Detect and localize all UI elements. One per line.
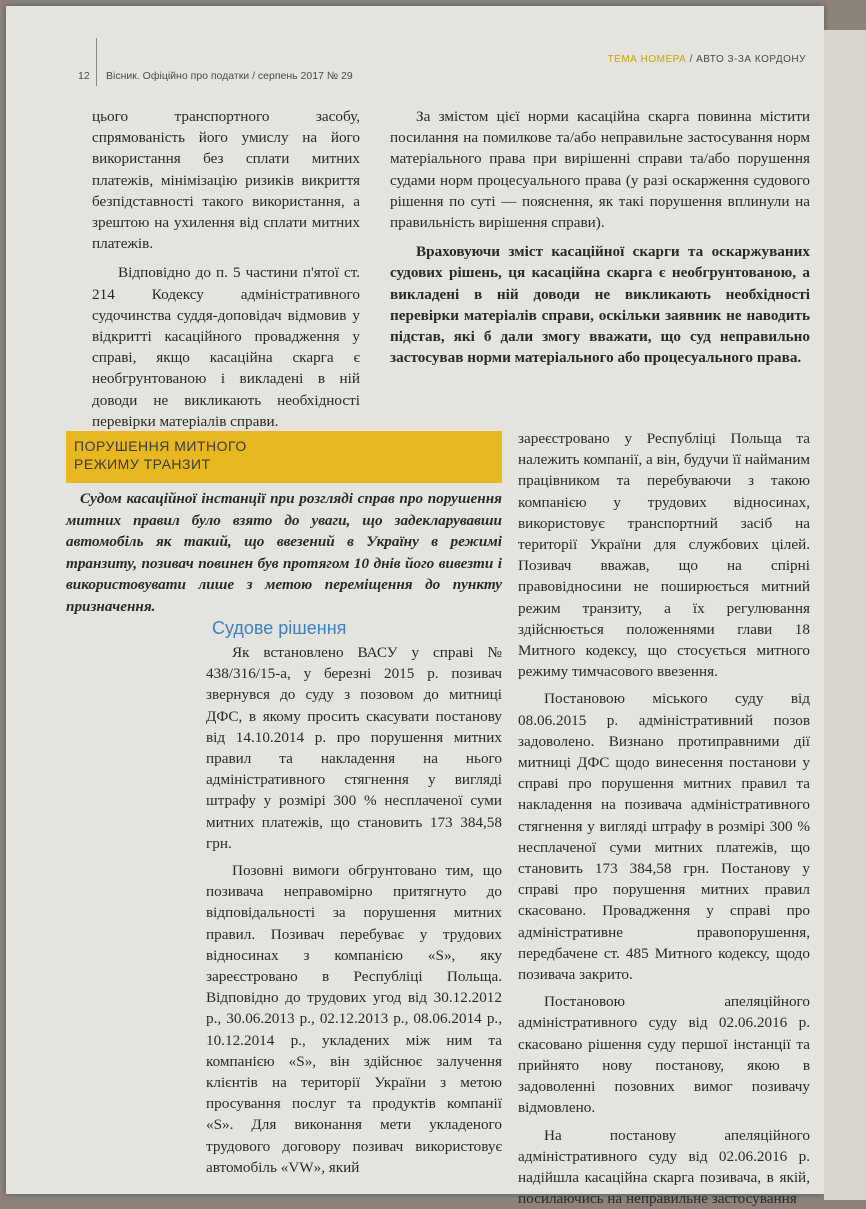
top-left-column: [92, 106, 360, 432]
lead-paragraph: Судом касаційної інстанції при розгляді справ про порушення митних правил було взято до уваги, що задекларувавши автомобіль як такий, що ввезений в Україну в режимі транзиту, позивач повинен був протягом 10 днів його вивезти і використовувати лише з метою переміщення до пункту призначення.: [66, 488, 502, 617]
middle-column: [206, 642, 502, 1178]
paragraph: Постановою апеляційного адміністративного суду від 02.06.2016 р. скасовано рішення суду першої інстанції та прийнято нову постанову, якою в задоволенні позовних вимог позивачу відмовлено.: [518, 991, 810, 1118]
banner-line: РЕЖИМУ ТРАНЗИТ: [74, 455, 502, 473]
magazine-page: [6, 6, 824, 1194]
paragraph: Постановою міського суду від 08.06.2015 р. адміністративний позов задоволено. Визнано протиправними дії митниці ДФС щодо винесення постанови у справі про порушення митних правил та накладення на позивача адміністративного стягнення у вигляді штрафу в розмірі 300 % несплаченої суми митних платежів, що становить 173 384,58 грн. Постанову у справі про порушення митних правил скасовано. Провадження у справі про адміністративне правопорушення, передбачене ст. 485 Митного кодексу, щодо позивача закрито.: [518, 688, 810, 985]
header-divider: [96, 38, 97, 86]
section-title: / АВТО З-ЗА КОРДОНУ: [686, 54, 806, 65]
subheading: Судове рішення: [212, 618, 346, 639]
right-column: [518, 428, 810, 1209]
section-banner: [66, 431, 502, 483]
paragraph: Як встановлено ВАСУ у справі № 438/316/15-а, у березні 2015 р. позивач звернувся до суду з позовом до митниці ДФС, в якому просить скасувати постанову від 14.10.2014 р. про порушення митних правил та накладення на нього адміністративного стягнення у вигляді штрафу у розмірі 300 % несплаченої суми митних платежів, що становить 173 384,58 грн.: [206, 642, 502, 854]
section-label: ТЕМА НОМЕРА: [608, 54, 687, 65]
paragraph: зареєстровано у Республіці Польща та належить компанії, а він, будучи її найманим працівником та перебуваючи з такою компанією у трудових відносинах, використовує транспортний засіб на території України для службових цілей. Позивач вважав, що на спірні правовідносини не поширюється митний режим транзиту, а їх регулювання здійснюється положеннями глави 18 Митного кодексу, що стосується митного режиму тимчасового ввезення.: [518, 428, 810, 682]
banner-line: ПОРУШЕННЯ МИТНОГО: [74, 437, 502, 455]
section-tag: [608, 54, 806, 65]
paragraph: За змістом цієї норми касаційна скарга повинна містити посилання на помилкове та/або неправильне застосування норм матеріального права при вирішенні справи та/або порушення судами норм процесуального права (у разі оскарження судового рішення по суті — пояснення, як такі порушення вплинули на правильність вирішення справи).: [390, 106, 810, 233]
page-header: [66, 68, 816, 86]
paragraph: Відповідно до п. 5 частини п'ятої ст. 214 Кодексу адміністративного судочинства суддя-доповідач відмовив у відкритті касаційного провадження у справі, якщо касаційна скарга є необгрунтованою і викладені в ній доводи не викликають необхідності перевірки матеріалів справи.: [92, 262, 360, 432]
adjacent-page-edge: [824, 30, 866, 1200]
paragraph: На постанову апеляційного адміністративного суду від 02.06.2016 р. надійшла касаційна скарга позивача, в якій, посилаючись на неправильне застосування: [518, 1125, 810, 1209]
journal-title: Вісник. Офіційно про податки / серпень 2017 № 29: [106, 70, 353, 82]
page-number: 12: [78, 70, 90, 82]
conclusion-paragraph: Враховуючи зміст касаційної скарги та оскаржуваних судових рішень, ця касаційна скарга є необгрунтованою, а викладені в ній доводи не викликають необхідності перевірки матеріалів справи, оскільки заявник не наводить підстав, які б дали змогу вважати, що суд неправильно застосував норми матеріального або процесуального права.: [390, 241, 810, 368]
paragraph: Позовні вимоги обгрунтовано тим, що позивача неправомірно притягнуто до відповідальності за порушення митних правил. Позивач перебуває у трудових відносинах з компанією «S», яку зареєстровано в Республіці Польща. Відповідно до трудових угод від 30.12.2012 р., 30.06.2013 р., 02.12.2013 р., 08.06.2014 р., 10.12.2014 р., укладених між ним та компанією «S», він здійснює залучення клієнтів на території України з метою просування послуг та продуктів компанії «S». Для виконання мети укладеного трудового договору позивач використовує автомобіль «VW», який: [206, 860, 502, 1178]
top-right-column: [390, 106, 810, 368]
paragraph: цього транспортного засобу, спрямованість його умислу на його використання без сплати митних платежів, мінімізацію ризиків викриття безпідставності такого використання, а зрештою на ухилення від сплати митних платежів.: [92, 106, 360, 254]
